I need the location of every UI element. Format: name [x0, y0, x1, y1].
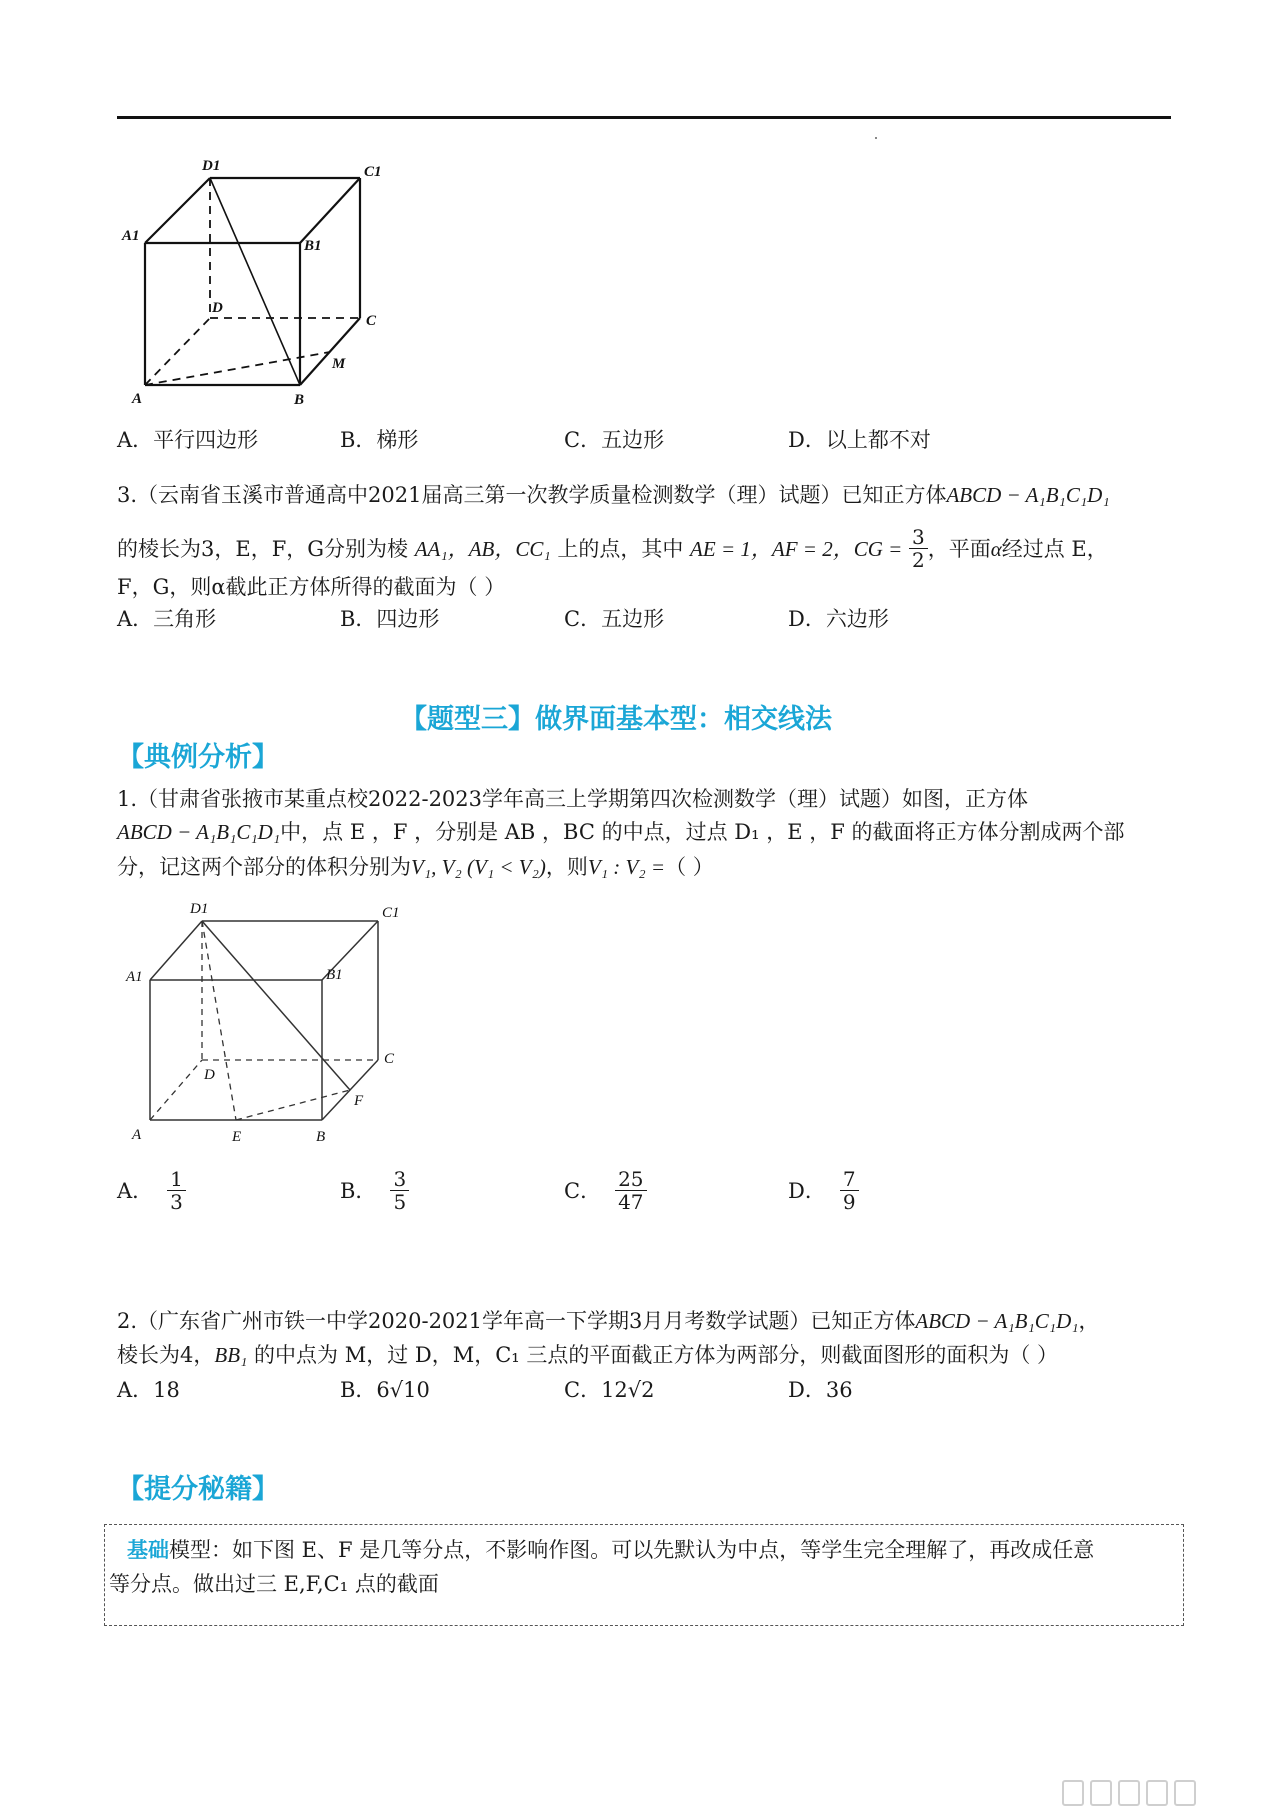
edge-b-c [300, 318, 360, 385]
label-b1: B1 [304, 238, 322, 254]
edge-a1-d1 [145, 178, 210, 243]
fraction-3-2: $\frac{3}{2}$ [909, 526, 928, 571]
q3-option-d: D．六边形 [788, 607, 889, 631]
label-b: B [316, 1129, 326, 1145]
q1-line3: 分，记这两个部分的体积分别为V₁, V₂ (V₁ < V₂)，则V₁ : V₂ =（ ） [117, 855, 714, 879]
option-b: B．梯形 [340, 428, 419, 452]
example-title: 【典例分析】 [117, 742, 279, 773]
section-title: 【题型三】做界面基本型：相交线法 [400, 704, 832, 735]
q2-option-c: C．12√2 [564, 1378, 655, 1402]
tips-highlight: 基础 [127, 1537, 169, 1562]
q1-option-a: A． $\frac{1}{3}$ [117, 1168, 186, 1213]
label-e: E [232, 1129, 242, 1145]
cube-figure-ef [120, 895, 420, 1155]
q2-line2: 棱长为4，BB₁ 的中点为 M，过 D，M，C₁ 三点的平面截正方体为两部分，则截面图形的面积为（ ） [117, 1343, 1059, 1367]
q3-option-b: B．四边形 [340, 607, 440, 631]
option-d: D．以上都不对 [788, 428, 931, 452]
label-a1: A1 [122, 228, 140, 244]
edge-a1-d1 [150, 921, 202, 980]
q2-line1: 2.（广东省广州市铁一中学2020-2021学年高一下学期3月月考数学试题）已知正方体ABCD − A₁B₁C₁D₁， [117, 1309, 1100, 1333]
edge-b1-c1 [300, 178, 360, 243]
line-a-m [145, 352, 330, 385]
q3-line3: F，G，则α截此正方体所得的截面为（ ） [117, 575, 506, 599]
q3-line1: 3.（云南省玉溪市普通高中2021届高三第一次教学质量检测数学（理）试题）已知正方体ABCD − A₁B₁C₁D₁ [117, 483, 1110, 507]
q1-option-b: B． $\frac{3}{5}$ [340, 1168, 409, 1213]
label-c: C [384, 1051, 395, 1067]
stray-dot [875, 137, 877, 139]
label-a: A [132, 1127, 142, 1143]
option-c: C．五边形 [564, 428, 665, 452]
label-b: B [294, 392, 305, 408]
label-b1: B1 [326, 967, 343, 983]
line-d1-e [202, 921, 236, 1120]
option-a: A．平行四边形 [117, 428, 259, 452]
edge-a-d [150, 1060, 202, 1120]
q1-option-d: D． $\frac{7}{9}$ [788, 1168, 859, 1213]
label-d1: D1 [190, 901, 209, 917]
tips-box [104, 1524, 1184, 1626]
q3-option-a: A．三角形 [117, 607, 217, 631]
tips-line2: 等分点。做出过三 E,F,C₁ 点的截面 [109, 1572, 439, 1596]
line-e-f [236, 1090, 350, 1120]
q1-line2: ABCD − A₁B₁C₁D₁中，点 E ，F ，分别是 AB ，BC 的中点，过点 D₁ ，E ，F 的截面将正方体分割成两个部 [117, 820, 1125, 844]
label-c1: C1 [364, 164, 382, 180]
q3-line2: 的棱长为3，E，F，G分别为棱 AA₁，AB，CC₁ 上的点，其中 AE = 1，AF = 2，CG = $\frac{3}{2}$ ，平面 α 经过点 E， [117, 525, 1108, 572]
label-d: D [212, 300, 223, 316]
label-c1: C1 [382, 905, 400, 921]
label-a1: A1 [126, 969, 143, 985]
line-d1-f [202, 921, 350, 1090]
watermark-icon [1062, 1780, 1196, 1806]
label-a: A [132, 391, 143, 407]
q1-line1: 1.（甘肃省张掖市某重点校2022-2023学年高三上学期第四次检测数学（理）试题）如图，正方体 [117, 787, 1029, 811]
cube-figure-m [120, 150, 410, 410]
label-m: M [332, 356, 346, 372]
tips-title: 【提分秘籍】 [117, 1474, 279, 1505]
label-f: F [354, 1093, 364, 1109]
q3-option-c: C．五边形 [564, 607, 665, 631]
label-d: D [204, 1067, 215, 1083]
q1-option-c: C． $\frac{25}{47}$ [564, 1168, 647, 1213]
q2-option-b: B．6√10 [340, 1378, 430, 1402]
line-d1-b [210, 178, 300, 385]
label-d1: D1 [202, 158, 221, 174]
top-rule [117, 116, 1171, 119]
label-c: C [366, 313, 377, 329]
q2-option-a: A．18 [117, 1378, 180, 1402]
tips-line1: 基础模型：如下图 E、F 是几等分点，不影响作图。可以先默认为中点，等学生完全理解了，再改成任意 [127, 1537, 1095, 1562]
q2-option-d: D．36 [788, 1378, 853, 1402]
